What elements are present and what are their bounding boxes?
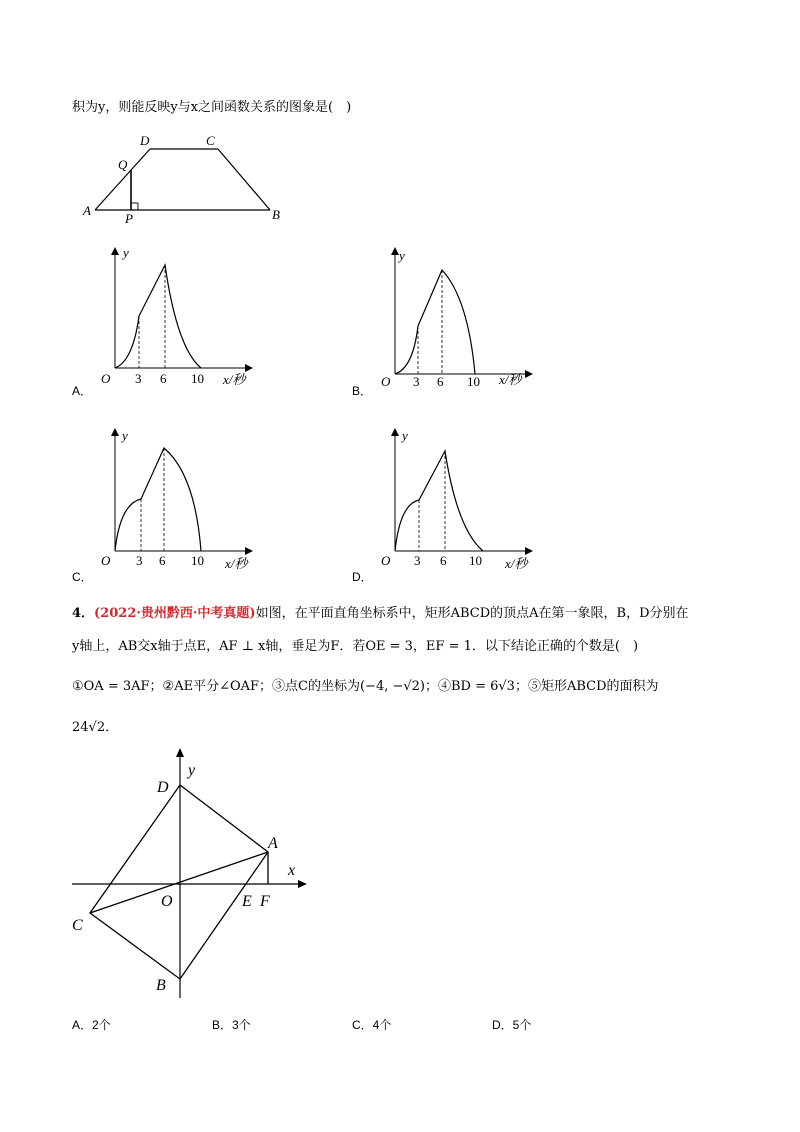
choice-a: A．2个 [72,1018,111,1032]
option-d-graph [375,424,545,574]
svg-text:x/秒: x/秒 [223,372,246,387]
right-angle-mark [131,203,138,210]
label-p: P [125,211,133,226]
svg-text:E: E [242,893,252,910]
option-a-label: A． [72,384,93,398]
svg-text:y: y [399,248,405,263]
svg-text:3: 3 [413,374,420,388]
svg-text:A: A [268,835,278,852]
svg-text:F: F [260,893,270,910]
svg-text:O: O [101,553,111,568]
svg-text:x/秒: x/秒 [505,556,528,571]
q4-number: 4． [72,606,95,621]
svg-text:y: y [188,762,196,779]
choice-d: D．5个 [492,1018,532,1032]
option-d-label: D． [352,570,373,584]
label-d: D [140,133,150,148]
svg-text:6: 6 [159,553,166,568]
svg-text:6: 6 [440,553,447,568]
svg-text:y: y [123,245,129,260]
trapezoid-figure [70,128,300,228]
label-q: Q [118,157,128,172]
curve-b [395,270,475,374]
option-b-graph [375,243,545,388]
label-b: B [272,207,280,222]
svg-text:x/秒: x/秒 [225,556,248,571]
svg-text:O: O [161,893,173,910]
svg-text:O: O [381,374,391,388]
svg-text:O: O [381,553,391,568]
label-c: C [206,133,215,148]
option-a-graph [95,243,265,388]
svg-text:10: 10 [467,374,480,388]
svg-text:D: D [157,779,169,796]
svg-text:y: y [122,428,128,443]
label-a: A [83,203,91,218]
q4-line1 [72,605,689,623]
q4-line2: y轴上，AB交x轴于点E，AF ⊥ x轴，垂足为F．若OE = 3，EF = 1．以下结论正确的个数是( ) [72,639,639,654]
svg-text:3: 3 [414,553,421,568]
svg-text:B: B [156,977,166,994]
svg-text:x: x [288,862,296,879]
q3-intro-text: 积为y，则能反映y与x之间函数关系的图象是( ) [72,100,352,115]
rectangle-figure [70,745,320,1000]
svg-text:6: 6 [437,374,444,388]
option-c-label: C． [72,570,93,584]
curve-d [395,451,483,551]
svg-text:3: 3 [136,553,143,568]
q4-source: (2022·贵州黔西·中考真题) [94,606,256,621]
svg-text:y: y [402,428,408,443]
q4-line1-text: 如图，在平面直角坐标系中，矩形ABCD的顶点A在第一象限，B，D分别在 [255,606,689,621]
choice-c: C．4个 [352,1018,392,1032]
svg-text:O: O [101,371,111,386]
svg-text:C: C [72,917,83,934]
q4-line3: ①OA = 3AF；②AE平分∠OAF；③点C的坐标为(−4, −√2)；④BD = 6√3；⑤矩形ABCD的面积为 [72,679,659,694]
curve-c [115,448,201,551]
svg-text:x/秒: x/秒 [499,372,522,387]
q4-line4: 24√2． [72,720,119,735]
choice-b: B．3个 [212,1018,251,1032]
svg-text:10: 10 [191,553,204,568]
svg-text:3: 3 [135,371,142,386]
option-b-label: B． [352,384,373,398]
trapezoid-side-cb [218,149,270,210]
svg-text:10: 10 [191,371,204,386]
svg-text:10: 10 [469,553,482,568]
svg-text:6: 6 [160,371,167,386]
curve-a [115,265,201,368]
option-c-graph [95,424,265,574]
